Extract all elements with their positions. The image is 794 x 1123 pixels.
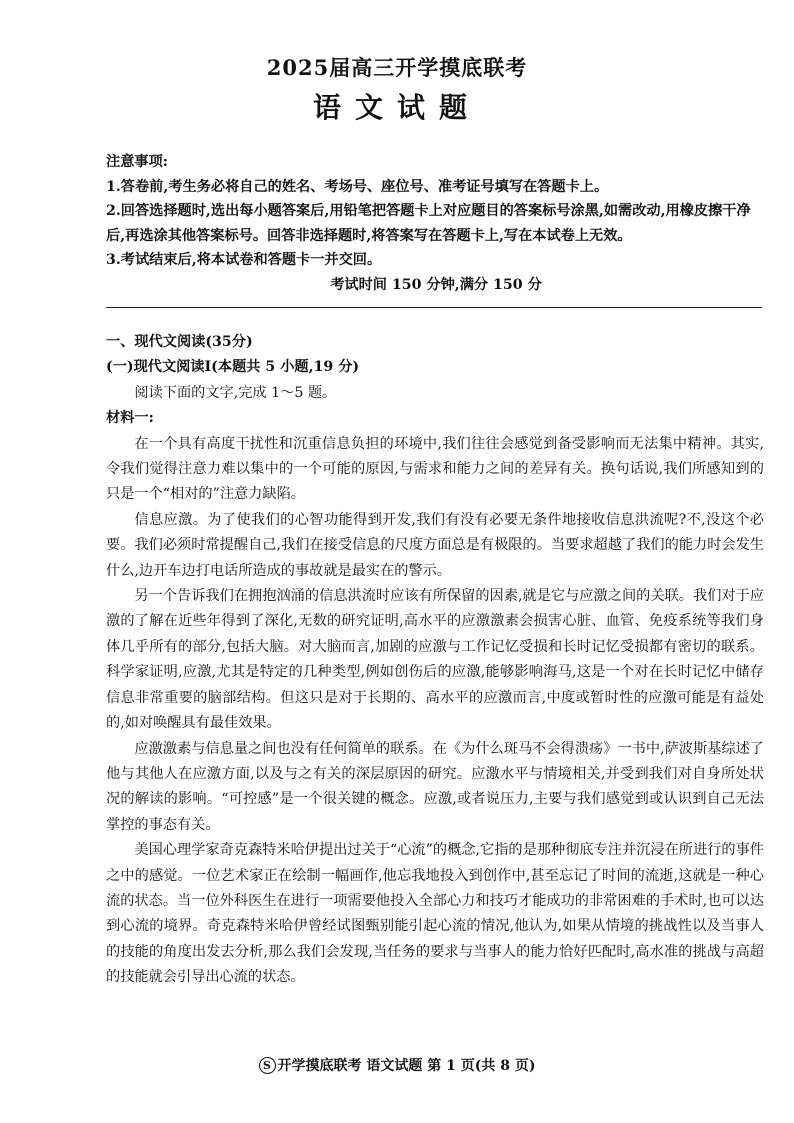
subject-title: 语文试题 xyxy=(312,91,481,124)
notice-heading: 注意事项: xyxy=(106,154,168,170)
passage-paragraph: 在一个具有高度干扰性和沉重信息负担的环境中,我们往往会感觉到备受影响而无法集中精神。其实,令我们觉得注意力难以集中的一个可能的原因,与需求和能力之间的差异有关。换句话说,我们所感知到的只是一个“相对的”注意力缺陷。 xyxy=(106,435,764,503)
notice-item-3: 3.考试结束后,将本试卷和答题卡一并交回。 xyxy=(106,252,382,268)
passage-paragraph: 另一个告诉我们在拥抱汹涌的信息洪流时应该有所保留的因素,就是它与应激之间的关联。我们对于应激的了解在近些年得到了深化,无数的研究证明,高水平的应激激素会损害心脏、血管、免疫系统等我们身体几乎所有的部分,包括大脑。对大脑而言,加剧的应激与工作记忆受损和长时记忆受损都有密切的联系。科学家证明,应激,尤其是特定的几种类型,例如创伤后的应激,能够影响海马,这是一个对在长时记忆中储存信息非常重要的脑部结构。但这只是对于长期的、高水平的应激而言,中度或暂时性的应激可能是有益处的,如对唤醒具有最佳效果。 xyxy=(106,588,764,732)
footer-text: 开学摸底联考 语文试题 第 1 页(共 8 页) xyxy=(277,1058,536,1074)
passage-paragraph: 信息应激。为了使我们的心智功能得到开发,我们有没有必要无条件地接收信息洪流呢?不,没这个必要。我们必须时常提醒自己,我们在接受信息的尺度方面总是有极限的。当要求超越了我们的能力时会发生什么,边开车边打电话所造成的事故就是最实在的警示。 xyxy=(106,511,764,579)
header-divider xyxy=(106,307,762,308)
notice-item-2: 2.回答选择题时,选出每小题答案后,用铅笔把答题卡上对应题目的答案标号涂黑,如需改动,用橡皮擦干净后,再选涂其他答案标号。回答非选择题时,将答案写在答题卡上,写在本试卷上无效。 xyxy=(106,203,751,244)
exam-time-line: 考试时间 150 分钟,满分 150 分 xyxy=(330,276,542,293)
passage-paragraph: 美国心理学家奇克森特米哈伊提出过关于“心流”的概念,它指的是那种彻底专注并沉浸在所进行的事件之中的感觉。一位艺术家正在绘制一幅画作,他忘我地投入到创作中,甚至忘记了时间的流逝,这就是一种心流的状态。当一位外科医生在进行一项需要他投入全部心力和技巧才能成功的非常困难的手术时,也可以达到心流的境界。奇克森特米哈伊曾经试图甄别能引起心流的情况,他认为,如果从情境的挑战性以及当事人的技能的角度出发去分析,那么我们会发现,当任务的要求与当事人的能力恰好匹配时,高水准的挑战与高超的技能就会引导出心流的状态。 xyxy=(106,842,764,986)
section-subtitle: (一)现代文阅读Ⅰ(本题共 5 小题,19 分) xyxy=(106,359,360,376)
passage-paragraph: 应激激素与信息量之间也没有任何简单的联系。在《为什么斑马不会得溃疡》一书中,萨波斯基综述了他与其他人在应激方面,以及与之有关的深层原因的研究。应激水平与情境相关,并受到我们对自身所处状况的解读的影响。“可控感”是一个很关键的概念。应激,或者说压力,主要与我们感觉到或认识到自己无法掌控的事态有关。 xyxy=(106,740,764,833)
page-footer xyxy=(0,1055,794,1075)
material-label: 材料一: xyxy=(106,410,154,427)
notice-item-1: 1.答卷前,考生务必将自己的姓名、考场号、座位号、准考证号填写在答题卡上。 xyxy=(106,178,609,195)
section-title: 一、现代文阅读(35分) xyxy=(106,334,253,350)
notice-block xyxy=(106,150,766,297)
section-instruction: 阅读下面的文字,完成 1～5 题。 xyxy=(134,384,337,401)
exam-title: 2025届高三开学摸底联考 xyxy=(266,55,528,80)
publisher-badge-icon: S xyxy=(259,1057,276,1074)
reading-section xyxy=(106,330,764,991)
